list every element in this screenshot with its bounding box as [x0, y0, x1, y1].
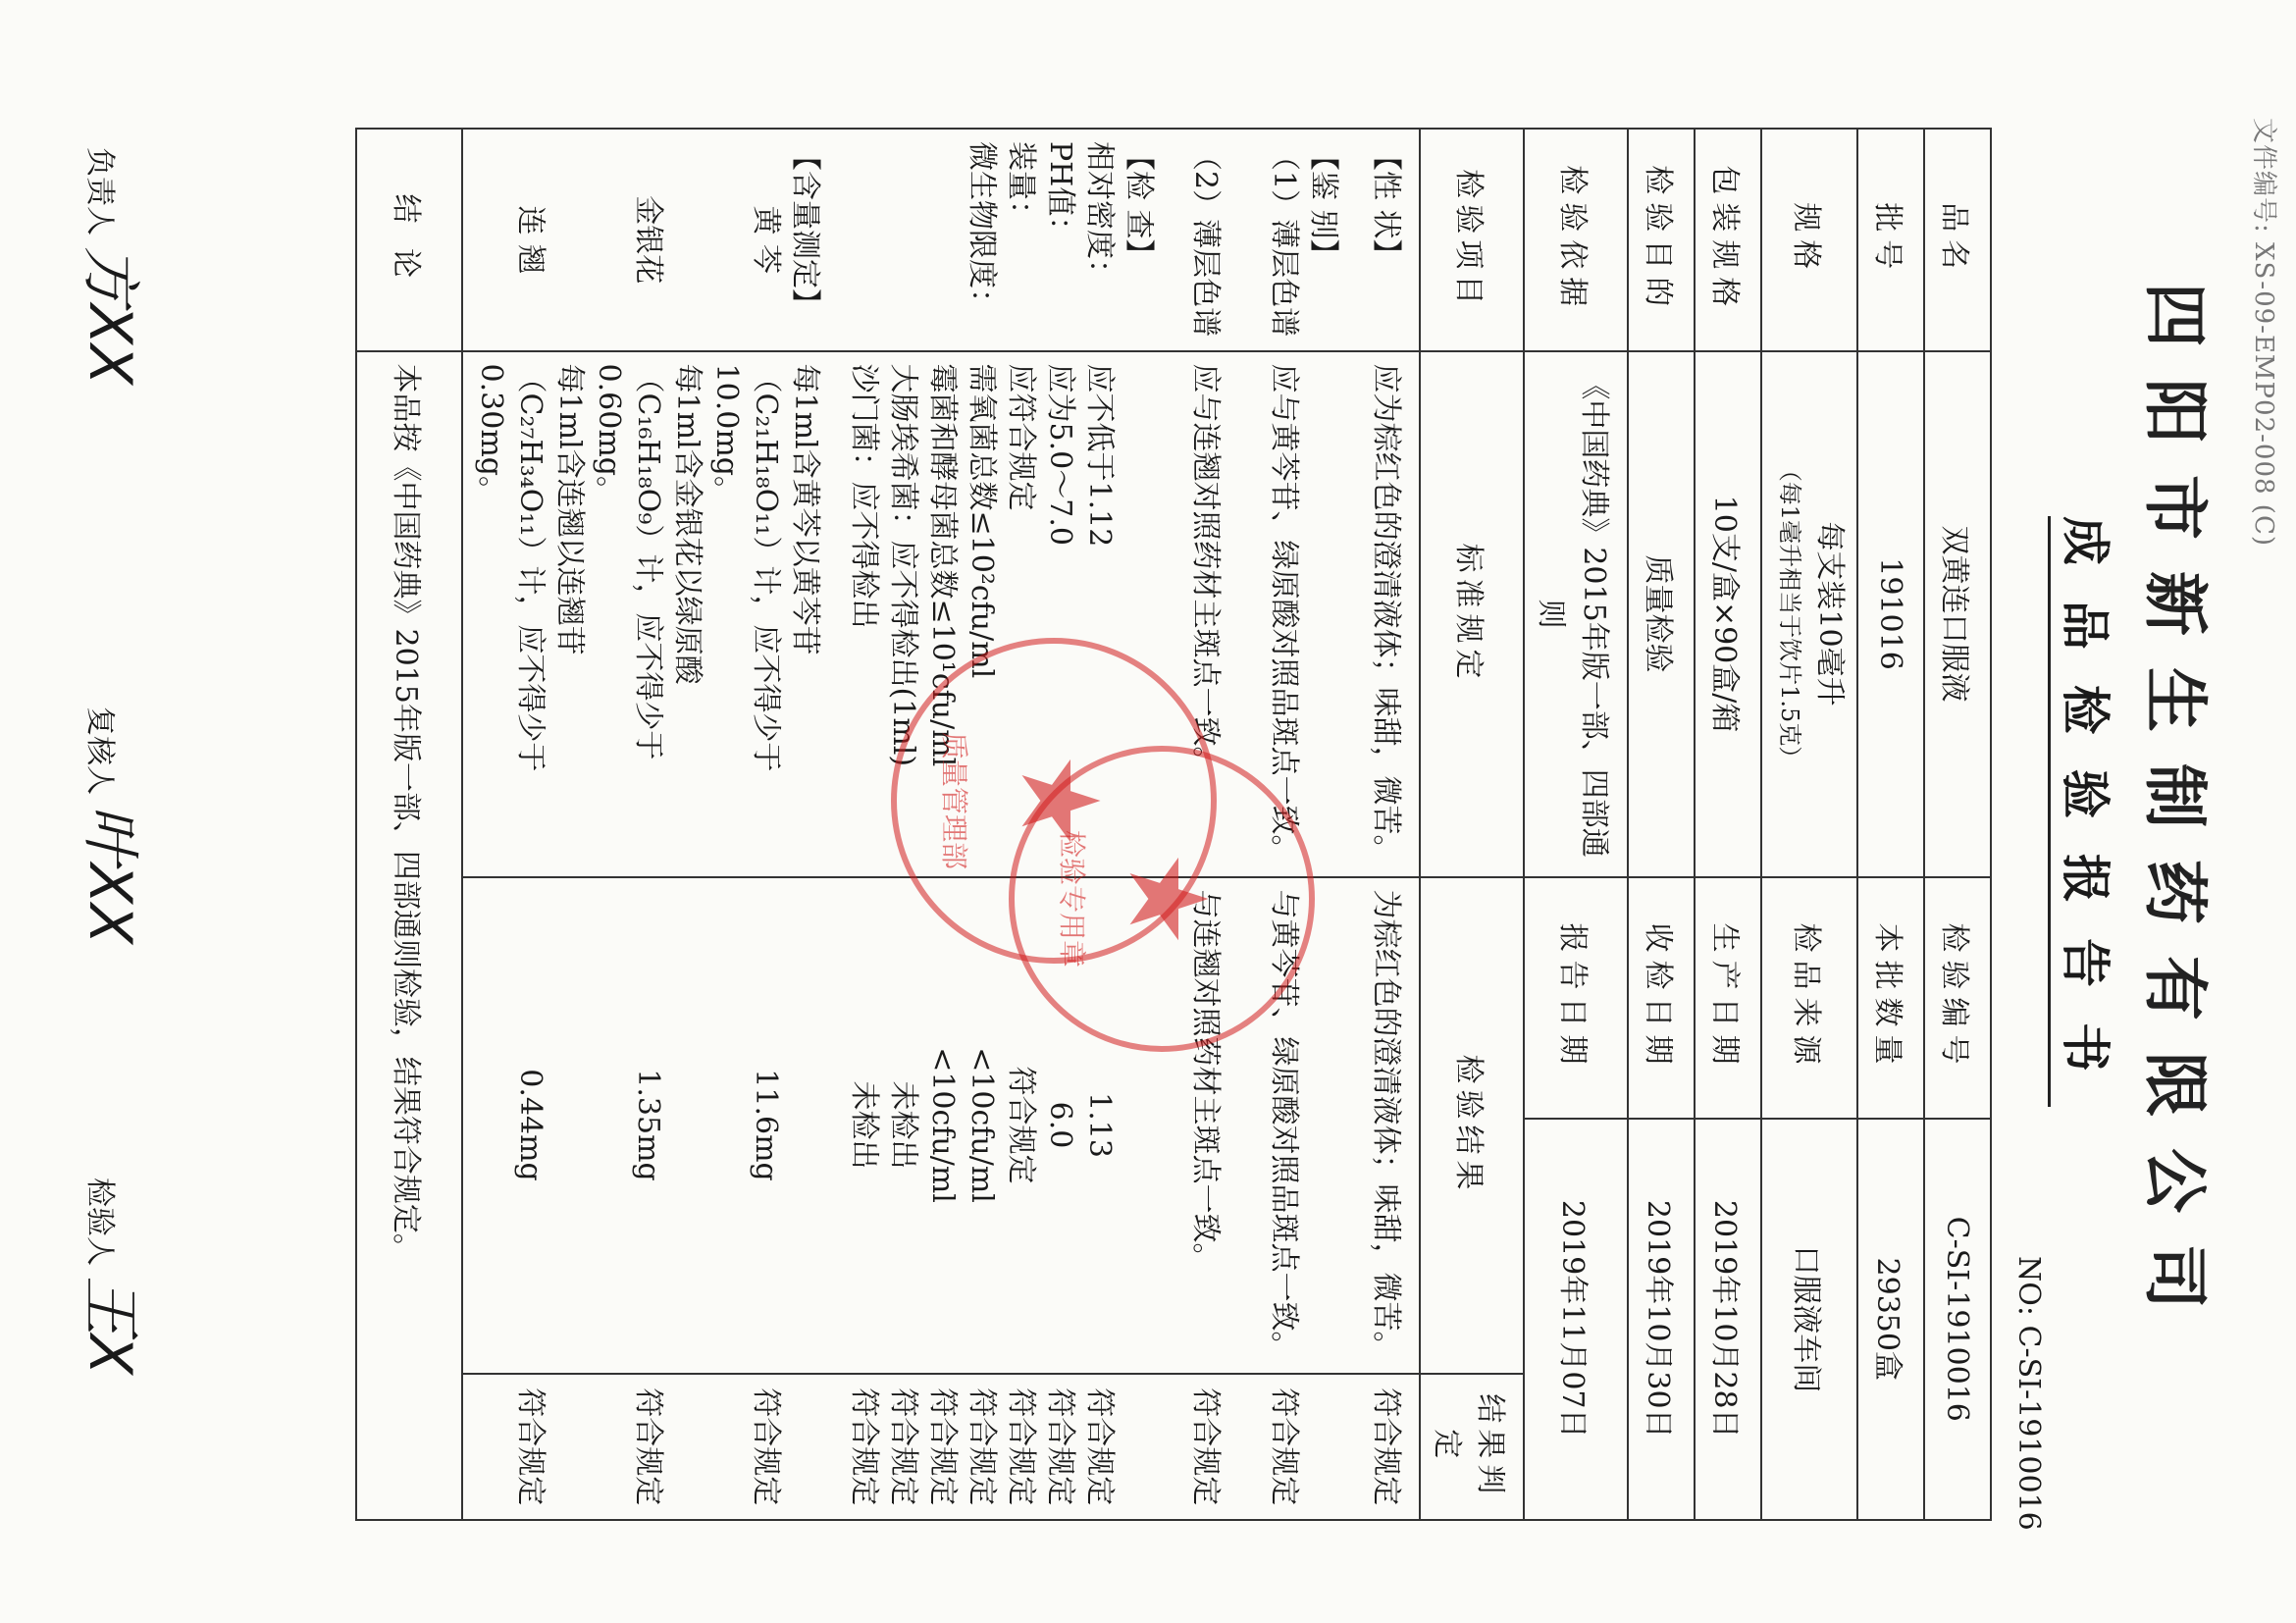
- inspection-purpose: 质量检验: [1628, 351, 1695, 877]
- header-result: 检验结果: [1420, 877, 1524, 1374]
- rdate-label: 收检日期: [1628, 877, 1695, 1119]
- inspection-basis: 《中国药典》2015年版一部、四部通则: [1524, 351, 1628, 877]
- sample-source: 口服液车间: [1761, 1119, 1857, 1520]
- pdate-label: 生产日期: [1695, 877, 1761, 1119]
- specification: 每支装10毫升 （每1毫升相当于饮片1.5克）: [1761, 351, 1857, 877]
- row-result: 为棕红色的澄清液体；味甜，微苦。 与黄芩苷、绿原酸对照品斑点一致。 与连翘对照药材主斑点一致。 1.13 6.0 符合规定 <10cfu/ml <10cfu/ml 未检出 未检出 11.6mg 1.35mg 0.44mg: [462, 877, 1420, 1374]
- spec-label: 规格: [1761, 129, 1857, 351]
- receive-date: 2019年10月30日: [1628, 1119, 1695, 1520]
- purpose-label: 检验目的: [1628, 129, 1695, 351]
- table-row: [1857, 129, 1924, 1520]
- basis-label: 检验依据: [1524, 129, 1628, 351]
- table-row: [1628, 129, 1695, 1520]
- reviewer-signature: 复核人叶XX: [76, 707, 144, 945]
- table-row: [1695, 129, 1761, 1520]
- table-row: [1524, 129, 1628, 1520]
- repdate-label: 报告日期: [1524, 877, 1628, 1119]
- report-number: NO: C-SI-1910016: [2011, 1256, 2046, 1531]
- batch-label: 批号: [1857, 129, 1924, 351]
- row-judgement: 符合规定 符合规定 符合规定 符合规定 符合规定 符合规定 符合规定 符合规定 符合规定 符合规定 符合规定 符合规定 符合规定: [462, 1374, 1420, 1520]
- source-label: 检品来源: [1761, 877, 1857, 1119]
- batch-quantity: 29350盒: [1857, 1119, 1924, 1520]
- table-header-row: [1420, 129, 1524, 1520]
- report-date: 2019年11月07日: [1524, 1119, 1628, 1520]
- package-spec: 10支/盒×90盒/箱: [1695, 351, 1761, 877]
- star-icon: ★: [1105, 850, 1230, 948]
- header-judgement: 结果判定: [1420, 1374, 1524, 1520]
- inspection-code: C-SI-1910016: [1924, 1119, 1991, 1520]
- qty-label: 本批数量: [1857, 877, 1924, 1119]
- row-item: 【性 状】 【鉴 别】 （1）薄层色谱 （2）薄层色谱 【检 查】 相对密度： PH值： 装量： 微生物限度： 【含量测定】 黄 芩 金银花 连 翘: [462, 129, 1420, 351]
- conclusion-label: 结 论: [356, 129, 462, 351]
- conclusion-text: 本品按《中国药典》2015年版一部、四部通则检验，结果符合规定。: [356, 351, 462, 1520]
- quality-dept-stamp: ★ 质量管理部: [891, 638, 1217, 964]
- company-name: 四阳市新生制药有限公司: [2137, 283, 2214, 1340]
- inspector-signature: 检验人王X: [76, 1178, 144, 1376]
- star-icon: ★: [997, 752, 1123, 850]
- row-standard: 应为棕红色的澄清液体；味甜，微苦。 应与黄芩苷、绿原酸对照品斑点一致。 应与连翘对照药材主斑点一致。 应不低于1.12 应为5.0～7.0 应符合规定 需氧菌总数≤10²cfu/ml 霉菌和酵母菌总数≤10¹cfu/ml 大肠埃希菌：应不得检出(1ml) 沙门菌：应不得检出 每1ml含黄芩以黄芩苷 （C₂₁H₁₈O₁₁）计，应不得少于 10.0mg。 每1ml含金银花以绿原酸 （C₁₆H₁₈O₉）计，应不得少于 0.60mg。 每1ml含连翘以连翘苷 （C₂₇H₃₄O₁₁）计，应不得少于 0.30mg。: [462, 351, 1420, 877]
- document-code: 文件编号: XS-09-EMP02-008 (C): [2249, 118, 2278, 547]
- table-row: [1924, 129, 1991, 1520]
- product-name: 双黄连口服液: [1924, 351, 1991, 877]
- batch-number: 191016: [1857, 351, 1924, 877]
- inspection-stamp: ★ 检验专用章: [1009, 746, 1315, 1052]
- table-row: [1761, 129, 1857, 1520]
- header-standard: 标准规定: [1420, 351, 1524, 877]
- pack-label: 包装规格: [1695, 129, 1761, 351]
- report-title: 成品检验报告书: [2054, 0, 2124, 1623]
- name-label: 品名: [1924, 129, 1991, 351]
- responsible-signature: 负责人方XX: [76, 147, 144, 386]
- code-label: 检验编号: [1924, 877, 1991, 1119]
- production-date: 2019年10月28日: [1695, 1119, 1761, 1520]
- conclusion-row: [356, 129, 462, 1520]
- header-item: 检验项目: [1420, 129, 1524, 351]
